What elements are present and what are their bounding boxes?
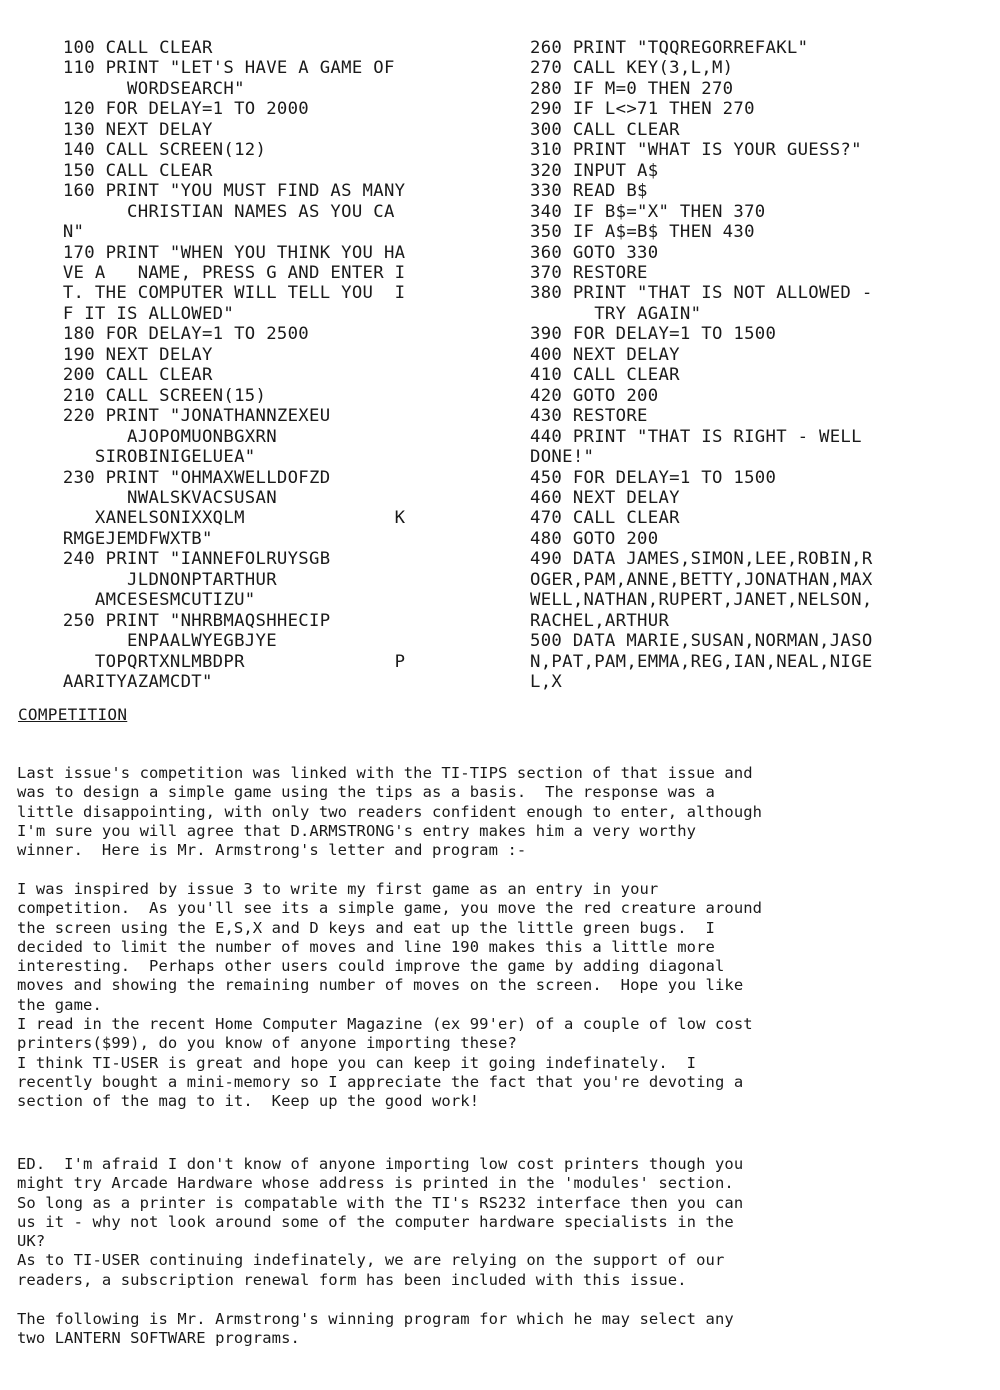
code-line: F IT IS ALLOWED"	[20, 303, 235, 324]
text-line: little disappointing, with only two readers confident enough to enter, although	[17, 802, 763, 821]
armstrong-letter-paragraph	[17, 880, 992, 1112]
code-line: JLDNONPTARTHUR	[20, 569, 277, 590]
text-line: recently bought a mini-memory so I appreciate the fact that you're devoting a	[17, 1072, 744, 1091]
code-line: 500 DATA MARIE,SUSAN,NORMAN,JASO	[530, 631, 873, 652]
text-line: As to TI-USER continuing indefinately, we are relying on the support of our	[17, 1251, 725, 1270]
code-line: 110 PRINT "LET'S HAVE A GAME OF	[20, 58, 395, 79]
code-line: OGER,PAM,ANNE,BETTY,JONATHAN,MAX	[530, 569, 873, 590]
code-line: 450 FOR DELAY=1 TO 1500	[530, 467, 777, 488]
text-line: So long as a printer is compatable with the TI's RS232 interface then you can	[17, 1193, 744, 1212]
code-line: AMCESESMCUTIZU"	[20, 590, 256, 611]
code-line: 460 NEXT DELAY	[530, 487, 680, 508]
code-line: 400 NEXT DELAY	[530, 344, 680, 365]
code-line: RACHEL,ARTHUR	[530, 610, 670, 631]
text-line: winner. Here is Mr. Armstrong's letter and program :-	[17, 841, 527, 860]
code-line: AARITYAZAMCDT"	[20, 672, 213, 693]
code-line: 440 PRINT "THAT IS RIGHT - WELL	[530, 426, 862, 447]
text-line: moves and showing the remaining number of moves on the screen. Hope you like	[17, 976, 744, 995]
code-line: DONE!"	[530, 447, 595, 468]
section-heading-competition: COMPETITION	[18, 705, 128, 724]
code-line: RMGEJEMDFWXTB"	[20, 528, 213, 549]
code-line: 490 DATA JAMES,SIMON,LEE,ROBIN,R	[530, 549, 873, 570]
code-line: WORDSEARCH"	[20, 78, 245, 99]
code-line: 350 IF A$=B$ THEN 430	[530, 222, 755, 243]
code-line: 250 PRINT "NHRBMAQSHHECIP	[20, 610, 331, 631]
code-line: CHRISTIAN NAMES AS YOU CA	[20, 201, 395, 222]
code-line: 290 IF L<>71 THEN 270	[530, 99, 755, 120]
code-line: 200 CALL CLEAR	[20, 365, 213, 386]
code-line: NWALSKVACSUSAN	[20, 487, 277, 508]
code-line: 360 GOTO 330	[530, 242, 659, 263]
code-line: 190 NEXT DELAY	[20, 344, 213, 365]
code-line: 390 FOR DELAY=1 TO 1500	[530, 324, 777, 345]
text-line: I'm sure you will agree that D.ARMSTRONG's entry makes him a very worthy	[17, 821, 697, 840]
text-line: section of the mag to it. Keep up the good work!	[17, 1092, 480, 1111]
intro-paragraph	[17, 764, 992, 860]
text-line: decided to limit the number of moves and line 190 makes this a little more	[17, 937, 715, 956]
text-line: two LANTERN SOFTWARE programs.	[17, 1329, 300, 1348]
basic-listing-left-column	[20, 38, 480, 693]
code-line: 430 RESTORE	[530, 406, 648, 427]
code-line: SIROBINIGELUEA"	[20, 447, 256, 468]
code-line: 470 CALL CLEAR	[530, 508, 680, 529]
code-line: 320 INPUT A$	[530, 160, 659, 181]
text-line: ED. I'm afraid I don't know of anyone importing low cost printers though you	[17, 1155, 744, 1173]
code-line: WELL,NATHAN,RUPERT,JANET,NELSON,	[530, 590, 873, 611]
text-line: I read in the recent Home Computer Magazine (ex 99'er) of a couple of low cost	[17, 1015, 753, 1034]
code-line: 330 READ B$	[530, 181, 648, 202]
code-line: 420 GOTO 200	[530, 385, 659, 406]
code-line: VE A NAME, PRESS G AND ENTER I	[20, 262, 406, 283]
code-line: N,PAT,PAM,EMMA,REG,IAN,NEAL,NIGE	[530, 651, 873, 672]
text-line: the game.	[17, 995, 102, 1014]
text-line: us it - why not look around some of the computer hardware specialists in the	[17, 1212, 734, 1231]
code-line: TRY AGAIN"	[530, 303, 702, 324]
code-line: TOPQRTXNLMBDPR P	[20, 651, 406, 672]
text-line: might try Arcade Hardware whose address is printed in the 'modules' section.	[17, 1174, 734, 1193]
code-line: XANELSONIXXQLM K	[20, 508, 406, 529]
basic-listing-right-column	[530, 38, 970, 693]
code-line: 240 PRINT "IANNEFOLRUYSGB	[20, 549, 331, 570]
code-line: 410 CALL CLEAR	[530, 365, 680, 386]
text-line: The following is Mr. Armstrong's winning program for which he may select any	[17, 1310, 734, 1328]
code-line: 280 IF M=0 THEN 270	[530, 78, 734, 99]
code-line: 220 PRINT "JONATHANNZEXEU	[20, 406, 331, 427]
code-line: 160 PRINT "YOU MUST FIND AS MANY	[20, 181, 406, 202]
code-line: 340 IF B$="X" THEN 370	[530, 201, 766, 222]
code-line: ENPAALWYEGBJYE	[20, 631, 277, 652]
code-line: 310 PRINT "WHAT IS YOUR GUESS?"	[530, 140, 862, 161]
text-line: the screen using the E,S,X and D keys and eat up the little green bugs. I	[17, 918, 715, 937]
code-line: 180 FOR DELAY=1 TO 2500	[20, 324, 310, 345]
code-line: 130 NEXT DELAY	[20, 119, 213, 140]
code-line: 120 FOR DELAY=1 TO 2000	[20, 99, 310, 120]
text-line: UK?	[17, 1232, 46, 1251]
code-line: 210 CALL SCREEN(15)	[20, 385, 267, 406]
code-line: 150 CALL CLEAR	[20, 160, 213, 181]
text-line: I was inspired by issue 3 to write my first game as an entry in your	[17, 880, 659, 898]
code-line: 370 RESTORE	[530, 262, 648, 283]
text-line: interesting. Perhaps other users could improve the game by adding diagonal	[17, 957, 725, 976]
text-line: Last issue's competition was linked with the TI-TIPS section of that issue and	[17, 764, 753, 782]
text-line: competition. As you'll see its a simple game, you move the red creature around	[17, 899, 763, 918]
editor-reply-paragraph	[17, 1155, 992, 1290]
winning-program-note	[17, 1310, 992, 1349]
text-line: was to design a simple game using the tips as a basis. The response was a	[17, 783, 715, 802]
code-line: 480 GOTO 200	[530, 528, 659, 549]
code-line: T. THE COMPUTER WILL TELL YOU I	[20, 283, 406, 304]
code-line: L,X	[530, 672, 563, 693]
code-line: 170 PRINT "WHEN YOU THINK YOU HA	[20, 242, 406, 263]
text-line: I think TI-USER is great and hope you can keep it going indefinately. I	[17, 1053, 697, 1072]
text-line: readers, a subscription renewal form has been included with this issue.	[17, 1270, 687, 1289]
code-line: 380 PRINT "THAT IS NOT ALLOWED -	[530, 283, 873, 304]
code-line: N"	[20, 222, 85, 243]
code-line: 100 CALL CLEAR	[20, 38, 213, 58]
code-line: 140 CALL SCREEN(12)	[20, 140, 267, 161]
code-line: 260 PRINT "TQQREGORREFAKL"	[530, 38, 809, 58]
code-line: 300 CALL CLEAR	[530, 119, 680, 140]
text-line: printers($99), do you know of anyone importing these?	[17, 1034, 517, 1053]
code-line: AJOPOMUONBGXRN	[20, 426, 277, 447]
code-line: 270 CALL KEY(3,L,M)	[530, 58, 734, 79]
code-line: 230 PRINT "OHMAXWELLDOFZD	[20, 467, 331, 488]
